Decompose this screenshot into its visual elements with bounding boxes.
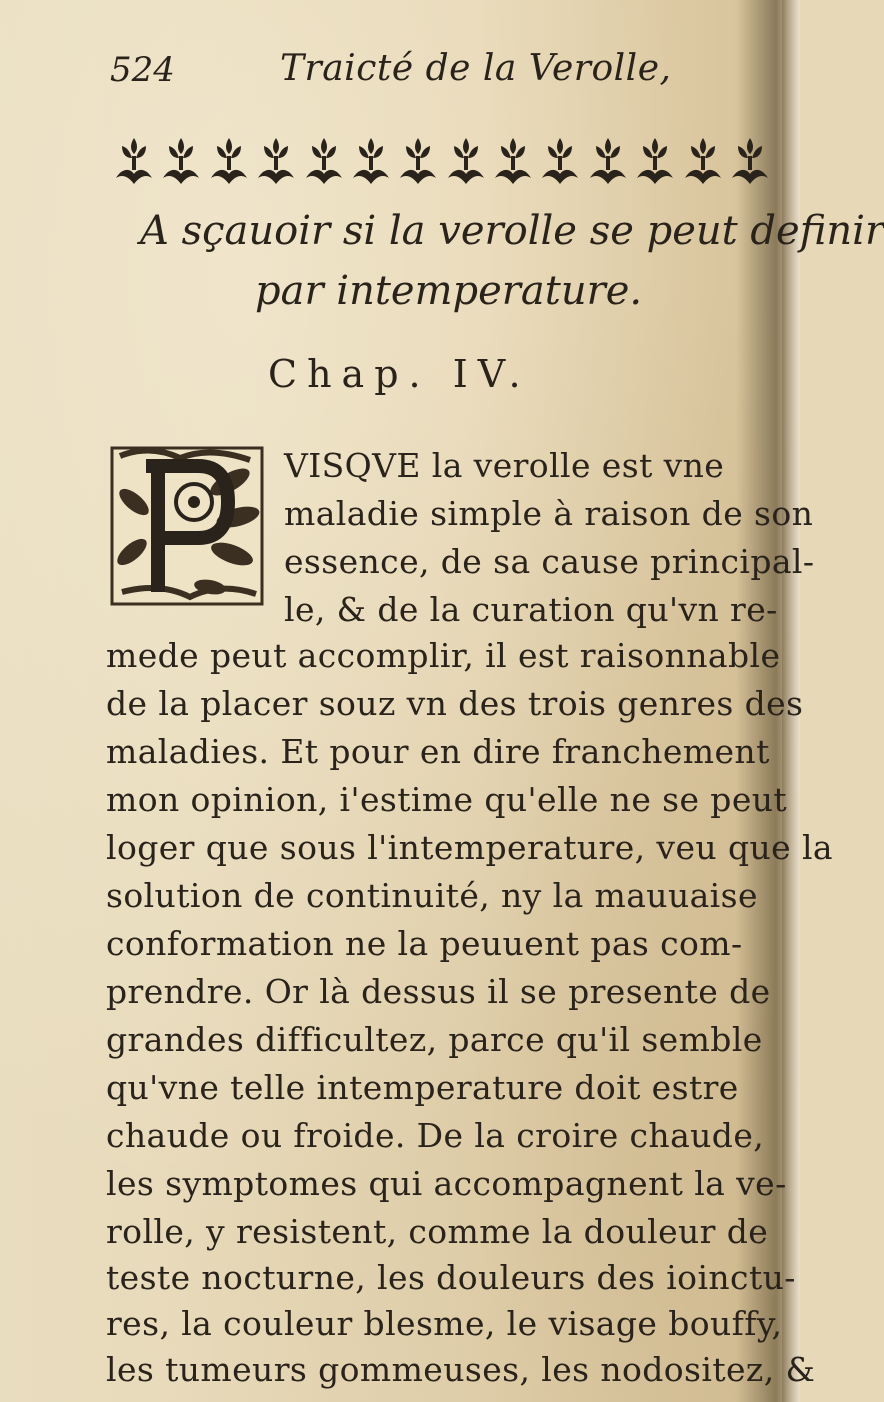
page-number: 524 — [110, 50, 175, 90]
chapter-title-line-2: par intemperature. — [255, 268, 643, 314]
fleuron-icon — [728, 134, 772, 190]
body-line: le, & de la curation qu'vn re- — [284, 590, 778, 629]
body-line: mede peut accomplir, il est raisonnable — [106, 636, 781, 675]
page-header — [110, 40, 750, 100]
fleuron-icon — [112, 134, 156, 190]
fleuron-icon — [396, 134, 440, 190]
fleuron-icon — [349, 134, 393, 190]
fleuron-icon — [254, 134, 298, 190]
fleuron-icon — [159, 134, 203, 190]
fleuron-icon — [302, 134, 346, 190]
body-line: les symptomes qui accompagnent la ve- — [106, 1164, 787, 1203]
fleuron-icon — [681, 134, 725, 190]
body-line: grandes difficultez, parce qu'il semble — [106, 1020, 763, 1059]
body-line: rolle, y resistent, comme la douleur de — [106, 1212, 769, 1251]
fleuron-icon — [491, 134, 535, 190]
body-line: loger que sous l'intemperature, veu que la — [106, 828, 833, 867]
chapter-heading: Chap. IV. — [268, 352, 531, 396]
body-line: essence, de sa cause principal- — [284, 542, 815, 581]
body-line: VISQVE la verolle est vne — [284, 446, 725, 485]
body-line: mon opinion, i'estime qu'elle ne se peut — [106, 780, 788, 819]
chapter-title-line-1: A sçauoir si la verolle se peut definir — [140, 208, 884, 254]
body-line: de la placer souz vn des trois genres des — [106, 684, 804, 723]
body-line: res, la couleur blesme, le visage bouffy, — [106, 1304, 783, 1343]
body-line: les tumeurs gommeuses, les nodositez, & — [106, 1350, 816, 1389]
fleuron-band — [112, 132, 772, 192]
body-line: conformation ne la peuuent pas com- — [106, 924, 743, 963]
dropcap-initial — [110, 442, 268, 612]
fleuron-icon — [207, 134, 251, 190]
body-line: prendre. Or là dessus il se presente de — [106, 972, 771, 1011]
fleuron-icon — [586, 134, 630, 190]
body-line: solution de continuité, ny la mauuaise — [106, 876, 758, 915]
body-line: qu'vne telle intemperature doit estre — [106, 1068, 739, 1107]
body-line: maladies. Et pour en dire franchement — [106, 732, 770, 771]
body-line: teste nocturne, les douleurs des ioinctu- — [106, 1258, 796, 1297]
fleuron-icon — [444, 134, 488, 190]
body-line: chaude ou froide. De la croire chaude, — [106, 1116, 765, 1155]
fleuron-icon — [538, 134, 582, 190]
fleuron-icon — [633, 134, 677, 190]
running-head: Traicté de la Verolle, — [280, 48, 672, 89]
body-line: maladie simple à raison de son — [284, 494, 814, 533]
